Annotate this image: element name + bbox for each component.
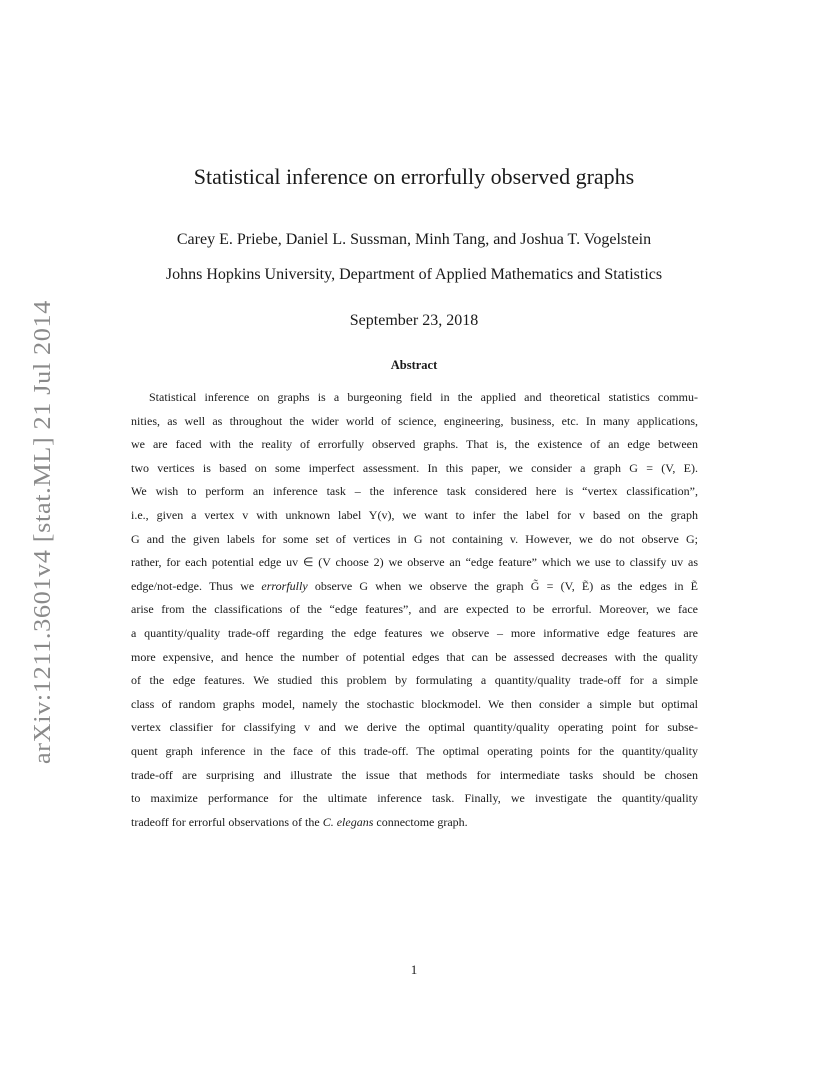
abstract-text: connectome graph. — [373, 814, 468, 829]
emphasis-text: C. elegans — [322, 814, 374, 829]
abstract-line: trade-off are surprising and illustrate the issue that methods for intermediate tasks should be chosen — [131, 767, 698, 782]
abstract-line — [131, 811, 698, 835]
abstract-line — [131, 575, 698, 599]
abstract-text: tradeoff for errorful observations of the — [131, 814, 323, 829]
author-list: Carey E. Priebe, Daniel L. Sussman, Minh Tang, and Joshua T. Vogelstein — [176, 231, 652, 248]
abstract-line: class of random graphs model, namely the stochastic blockmodel. We then consider a simple but optimal — [131, 696, 698, 711]
paper-date: September 23, 2018 — [349, 312, 479, 329]
abstract-line: quent graph inference in the face of this trade-off. The optimal operating points for the quantity/quality — [131, 743, 698, 758]
abstract-heading: Abstract — [390, 358, 438, 372]
abstract-line: i.e., given a vertex v with unknown label Y(v), we want to infer the label for v based on the graph — [131, 507, 698, 522]
abstract-text: observe G when we observe the graph G̃ = (V, Ẽ) as the edges in Ẽ — [307, 578, 698, 593]
abstract-line: Statistical inference on graphs is a burgeoning field in the applied and theoretical statistics commu- — [149, 390, 698, 404]
affiliation: Johns Hopkins University, Department of Applied Mathematics and Statistics — [165, 266, 663, 283]
arxiv-stamp-text: arXiv:1211.3601v4 [stat.ML] 21 Jul 2014 — [30, 338, 56, 764]
abstract-line: more expensive, and hence the number of potential edges that can be assessed decreases with the quality — [131, 649, 698, 664]
abstract-line: a quantity/quality trade-off regarding the edge features we observe – more informative edge features are — [131, 625, 698, 640]
page-number: 1 — [410, 962, 418, 977]
abstract-line: of the edge features. We studied this problem by formulating a quantity/quality trade-off for a simple — [131, 673, 698, 688]
abstract-line: we are faced with the reality of errorfully observed graphs. That is, the existence of an edge between — [131, 437, 698, 452]
abstract-line: two vertices is based on some imperfect assessment. In this paper, we consider a graph G = (V, E). — [131, 460, 698, 475]
abstract-line: nities, as well as throughout the wider world of science, engineering, business, etc. In many applications, — [131, 413, 698, 428]
paper-title: Statistical inference on errorfully observed graphs — [193, 164, 635, 189]
abstract-line: vertex classifier for classifying v and we derive the optimal quantity/quality operating point for subse- — [131, 720, 698, 735]
abstract-text: edge/not-edge. Thus we — [131, 578, 262, 593]
abstract-body — [131, 386, 698, 834]
abstract-line: arise from the classifications of the “edge features”, and are expected to be errorful. Moreover, we face — [131, 602, 698, 617]
abstract-line: G and the given labels for some set of vertices in G not containing v. However, we do not observe G; — [131, 531, 698, 546]
abstract-line: rather, for each potential edge uv ∈ (V choose 2) we observe an “edge feature” which we use to classify uv as — [131, 555, 698, 570]
emphasis-text: errorfully — [261, 578, 308, 593]
abstract-line: to maximize performance for the ultimate inference task. Finally, we investigate the quantity/quality — [131, 791, 698, 806]
abstract-line: We wish to perform an inference task – the inference task considered here is “vertex classification”, — [131, 484, 698, 499]
